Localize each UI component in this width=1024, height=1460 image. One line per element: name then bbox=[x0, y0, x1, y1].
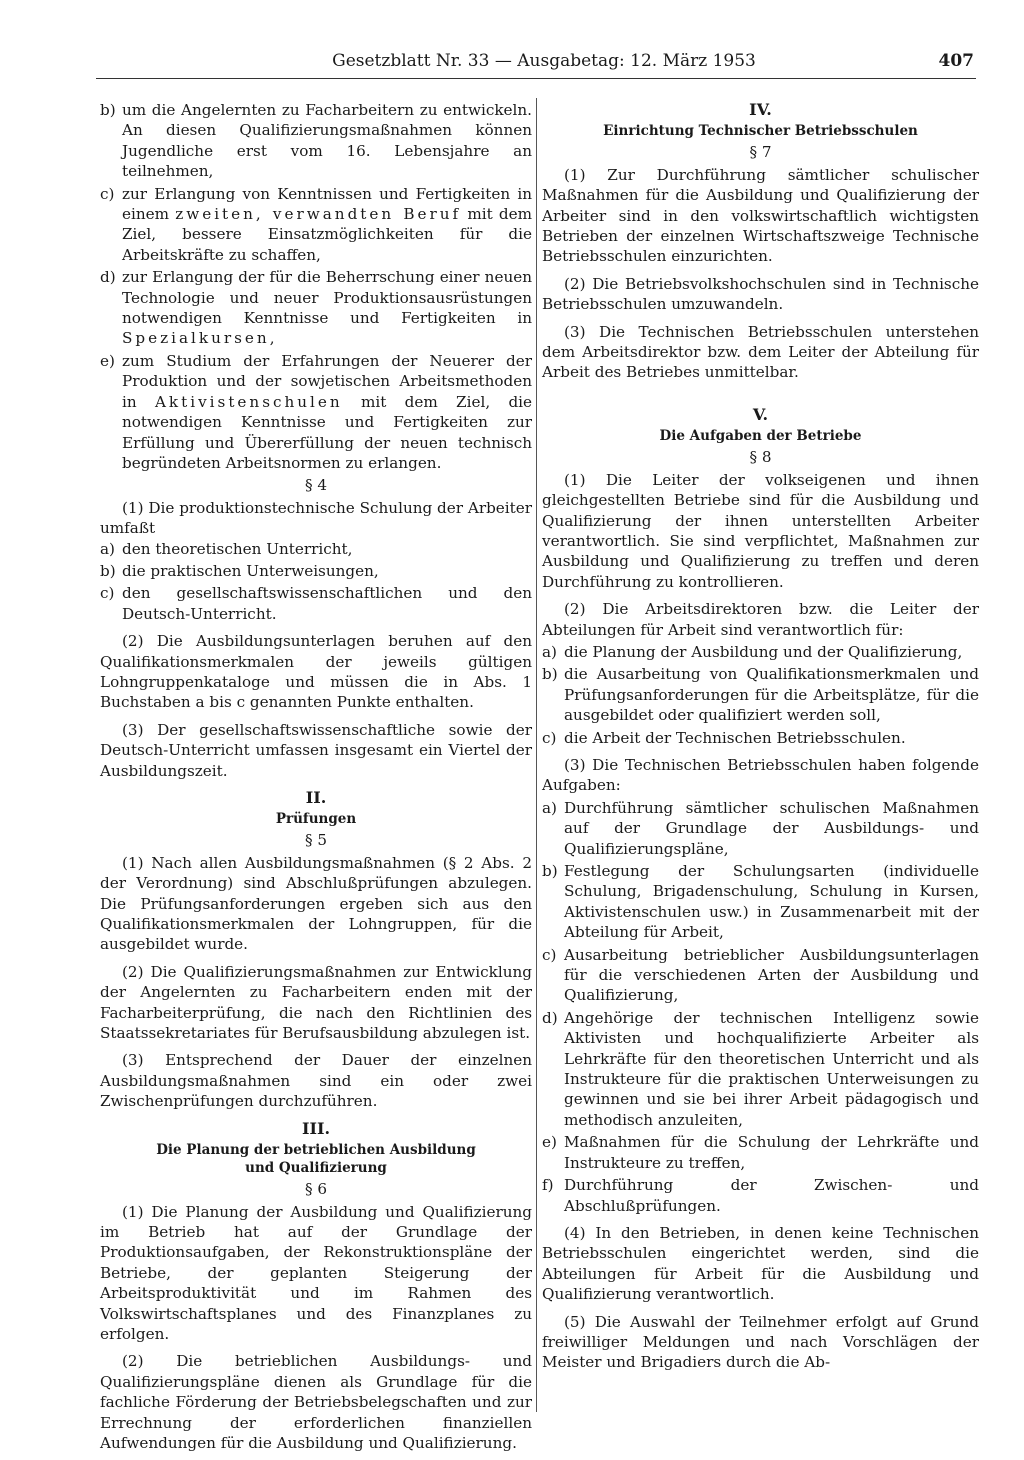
list-text-spaced: Aktivistenschulen bbox=[154, 392, 343, 411]
part-III-title-line-1: Die Planung der betrieblichen Ausbildung bbox=[156, 1142, 476, 1159]
list-label: c) bbox=[100, 584, 115, 603]
list-label: b) bbox=[542, 665, 558, 684]
list-text-spaced: zweiten, verwandten Beruf bbox=[175, 205, 462, 224]
list-label: e) bbox=[542, 1133, 557, 1152]
part-V-number: V. bbox=[752, 404, 769, 424]
right-column bbox=[542, 100, 979, 1380]
list-item bbox=[542, 861, 979, 943]
list-label: b) bbox=[100, 101, 116, 119]
list-text: die Arbeit der Technischen Betriebsschulen. bbox=[564, 728, 906, 747]
list-text: Festlegung der Schulungsarten (individuelle Schulung, Brigadenschulung, Schulung in Kursen, Aktivistenschulen usw.) in Zusammenarbeit mit der Abteilung für Arbeit, bbox=[564, 862, 979, 942]
header-title: Gesetzblatt Nr. 33 — Ausgabetag: 12. März 1953 bbox=[332, 51, 756, 71]
section-7-paragraph-3: (3) Die Technischen Betriebsschulen unterstehen dem Arbeitsdirektor bzw. dem Leiter der Abteilung für Arbeit des Betriebes unmittelbar. bbox=[542, 322, 979, 382]
list-text: den theoretischen Unterricht, bbox=[122, 539, 353, 558]
list-item bbox=[542, 1008, 979, 1130]
list-text-pre: zur Erlangung der für die Beherrschung einer neuen Technologie und neuer Produktionsausrüstungen notwendigen Kenntnisse und Fertigkeiten in bbox=[122, 268, 532, 328]
list-item-b bbox=[100, 100, 532, 182]
section-5-paragraph-3: (3) Entsprechend der Dauer der einzelnen Ausbildungsmaßnahmen sind ein oder zwei Zwischenprüfungen durchzuführen. bbox=[100, 1051, 532, 1111]
list-item bbox=[542, 945, 979, 1006]
section-7-paragraph-1: (1) Zur Durchführung sämtlicher schulischer Maßnahmen für die Ausbildung und Qualifizierung der Arbeiter sind in den volkswirtschaftlich wichtigsten Betrieben der einzelnen Wirtschaftszweige Technische Betriebsschulen einzurichten. bbox=[542, 165, 979, 266]
list-text-spaced: Spezialkursen bbox=[122, 329, 270, 348]
part-III-number: III. bbox=[301, 1118, 331, 1138]
section-6-paragraph-1: (1) Die Planung der Ausbildung und Qualifizierung im Betrieb hat auf der Grundlage der Produktionsaufgaben, der Rekonstruktionspläne der Betriebe, der geplanten Steigerung der Arbeitsproduktivität und im Rahmen des Volkswirtschaftsplanes und des Finanzplanes zu erfolgen. bbox=[100, 1202, 532, 1343]
list-label: d) bbox=[542, 1008, 558, 1027]
list-text: Durchführung der Zwischen- und Abschlußprüfungen. bbox=[564, 1176, 979, 1215]
list-label: b) bbox=[542, 862, 558, 880]
list-text-post: , bbox=[269, 329, 275, 348]
section-8-paragraph-5: (5) Die Auswahl der Teilnehmer erfolgt auf Grund freiwilliger Meldungen und nach Vorschlägen der Meister und Brigadiers durch die Ab- bbox=[542, 1312, 979, 1372]
list-item bbox=[542, 1175, 979, 1216]
section-7-paragraph-2: (2) Die Betriebsvolkshochschulen sind in Technische Betriebsschulen umzuwandeln. bbox=[542, 274, 979, 314]
list-text: Durchführung sämtlicher schulischen Maßnahmen auf der Grundlage der Ausbildungs- und Qualifizierungspläne, bbox=[564, 798, 979, 858]
part-II-number: II. bbox=[305, 788, 327, 807]
section-4-paragraph-2: (2) Die Ausbildungsunterlagen beruhen auf den Qualifikationsmerkmalen der jeweils gültigen Lohngruppenkataloge und müssen die in Abs. 1 Buchstaben a bis c genannten Punkte enthalten. bbox=[100, 632, 532, 712]
section-6-paragraph-2: (2) Die betrieblichen Ausbildungs- und Qualifizierungspläne dienen als Grundlage für die fachliche Förderung der Betriebsbelegschaften und zur Errechnung der erforderlichen finanziellen Aufwendungen für die Ausbildung und Qualifizierung. bbox=[100, 1352, 532, 1452]
list-text: den gesellschaftswissenschaftlichen und den Deutsch-Unterricht. bbox=[122, 584, 532, 623]
list-text-pre: zum Studium der Erfahrungen der Neuerer der Produktion und der sowjetischen Arbeitsmethoden in bbox=[122, 351, 532, 411]
list-label: e) bbox=[100, 351, 115, 370]
list-item bbox=[100, 583, 532, 624]
list-text-post: mit dem Ziel, die notwendigen Kenntnisse und Fertigkeiten zur Erfüllung und Übererfüllung der neuen technisch begründeten Arbeitsnormen zu erlangen. bbox=[122, 392, 533, 472]
section-4-paragraph-1: (1) Die produktionstechnische Schulung der Arbeiter umfaßt bbox=[100, 498, 533, 538]
section-8-paragraph-2: (2) Die Arbeitsdirektoren bzw. die Leiter der Abteilungen für Arbeit sind verantwortlich für: bbox=[542, 600, 979, 639]
section-6-heading: § 6 bbox=[304, 1180, 328, 1199]
page-number: 407 bbox=[938, 51, 974, 71]
list-item bbox=[542, 664, 979, 725]
list-label: a) bbox=[542, 798, 557, 817]
list-text: die Planung der Ausbildung und der Qualifizierung, bbox=[564, 642, 963, 661]
list-label: c) bbox=[542, 945, 557, 964]
page-header bbox=[96, 50, 992, 76]
list-label: a) bbox=[542, 642, 557, 661]
list-text: Ausarbeitung betrieblicher Ausbildungsunterlagen für die verschiedenen Arten der Ausbildung und Qualifizierung, bbox=[564, 945, 979, 1005]
list-item bbox=[542, 642, 979, 662]
list-item bbox=[542, 728, 979, 748]
list-label: f) bbox=[542, 1176, 554, 1195]
section-5-paragraph-2: (2) Die Qualifizierungsmaßnahmen zur Entwicklung der Angelernten zu Facharbeitern enden mit der Facharbeiterprüfung, die nach den Richtlinien des Staatssekretariates für Berufsausbildung abzulegen ist. bbox=[100, 962, 532, 1043]
list-text: die Ausarbeitung von Qualifikationsmerkmalen und Prüfungsanforderungen für die Arbeitsplätze, für die ausgebildet oder qualifiziert werden soll, bbox=[564, 665, 979, 725]
list-text-post: mit dem Ziel, bessere Einsatzmöglichkeiten für die Arbeitskräfte zu schaffen, bbox=[122, 205, 532, 264]
list-item bbox=[100, 561, 532, 581]
section-8-paragraph-3: (3) Die Technischen Betriebsschulen haben folgende Aufgaben: bbox=[542, 755, 979, 795]
section-8-heading: § 8 bbox=[749, 448, 772, 467]
list-text-pre: zur Erlangung von Kenntnissen und Fertigkeiten in einem bbox=[122, 184, 532, 224]
list-label: c) bbox=[100, 184, 115, 203]
list-item bbox=[100, 539, 532, 559]
section-5-paragraph-1: (1) Nach allen Ausbildungsmaßnahmen (§ 2 Abs. 2 der Verordnung) sind Abschlußprüfungen abzulegen. Die Prüfungsanforderungen ergeben sich aus den Qualifikationsmerkmalen der Lohngruppen, für die ausgebildet wurde. bbox=[100, 853, 532, 954]
part-IV-number: IV. bbox=[749, 100, 772, 119]
list-text: die praktischen Unterweisungen, bbox=[122, 561, 379, 580]
section-4-paragraph-3: (3) Der gesellschaftswissenschaftliche sowie der Deutsch-Unterricht umfassen insgesamt ein Viertel der Ausbildungszeit. bbox=[100, 720, 532, 780]
list-item-e bbox=[100, 351, 532, 473]
section-8-paragraph-1: (1) Die Leiter der volkseigenen und ihnen gleichgestellten Betriebe sind für die Ausbildung und Qualifizierung der ihnen unterstellten Arbeiter verantwortlich. Sie sind verpflichtet, Maßnahmen zur Ausbildung und Qualifizierung zu treffen und deren Durchführung zu kontrollieren. bbox=[542, 470, 979, 591]
list-item bbox=[542, 798, 979, 859]
list-text: Angehörige der technischen Intelligenz sowie Aktivisten und hochqualifizierte Arbeiter als Lehrkräfte für den theoretischen Unterricht und als Instrukteure für die praktischen Unterweisungen zu gewinnen und sie bei ihrer Arbeit pädagogisch und methodisch anzuleiten, bbox=[564, 1008, 979, 1129]
list-label: c) bbox=[542, 728, 557, 747]
section-7-heading: § 7 bbox=[749, 143, 772, 162]
list-text: um die Angelernten zu Facharbeitern zu entwickeln. An diesen Qualifizierungsmaßnahmen können Jugendliche erst vom 16. Lebensjahre an teilnehmen, bbox=[122, 101, 532, 181]
list-label: d) bbox=[100, 268, 116, 287]
section-4-heading: § 4 bbox=[304, 476, 328, 495]
list-text: Maßnahmen für die Schulung der Lehrkräfte und Instrukteure zu treffen, bbox=[564, 1133, 979, 1172]
column-divider bbox=[536, 98, 537, 1412]
header-rule bbox=[96, 78, 976, 79]
part-III-title-line-2: und Qualifizierung bbox=[245, 1160, 387, 1177]
part-II-title: Prüfungen bbox=[275, 811, 357, 828]
list-label: a) bbox=[100, 539, 115, 558]
list-item bbox=[542, 1132, 979, 1173]
part-IV-title: Einrichtung Technischer Betriebsschulen bbox=[603, 123, 918, 140]
section-5-heading: § 5 bbox=[304, 831, 328, 850]
list-label: b) bbox=[100, 561, 116, 580]
list-item-c bbox=[100, 184, 532, 266]
part-V-title: Die Aufgaben der Betriebe bbox=[659, 428, 862, 445]
left-column bbox=[100, 100, 532, 1460]
list-item-d bbox=[100, 267, 532, 349]
section-8-paragraph-4: (4) In den Betrieben, in denen keine Technischen Betriebsschulen eingerichtet werden, sind die Abteilungen für Arbeit für die Ausbildung und Qualifizierung verantwortlich. bbox=[542, 1223, 979, 1304]
